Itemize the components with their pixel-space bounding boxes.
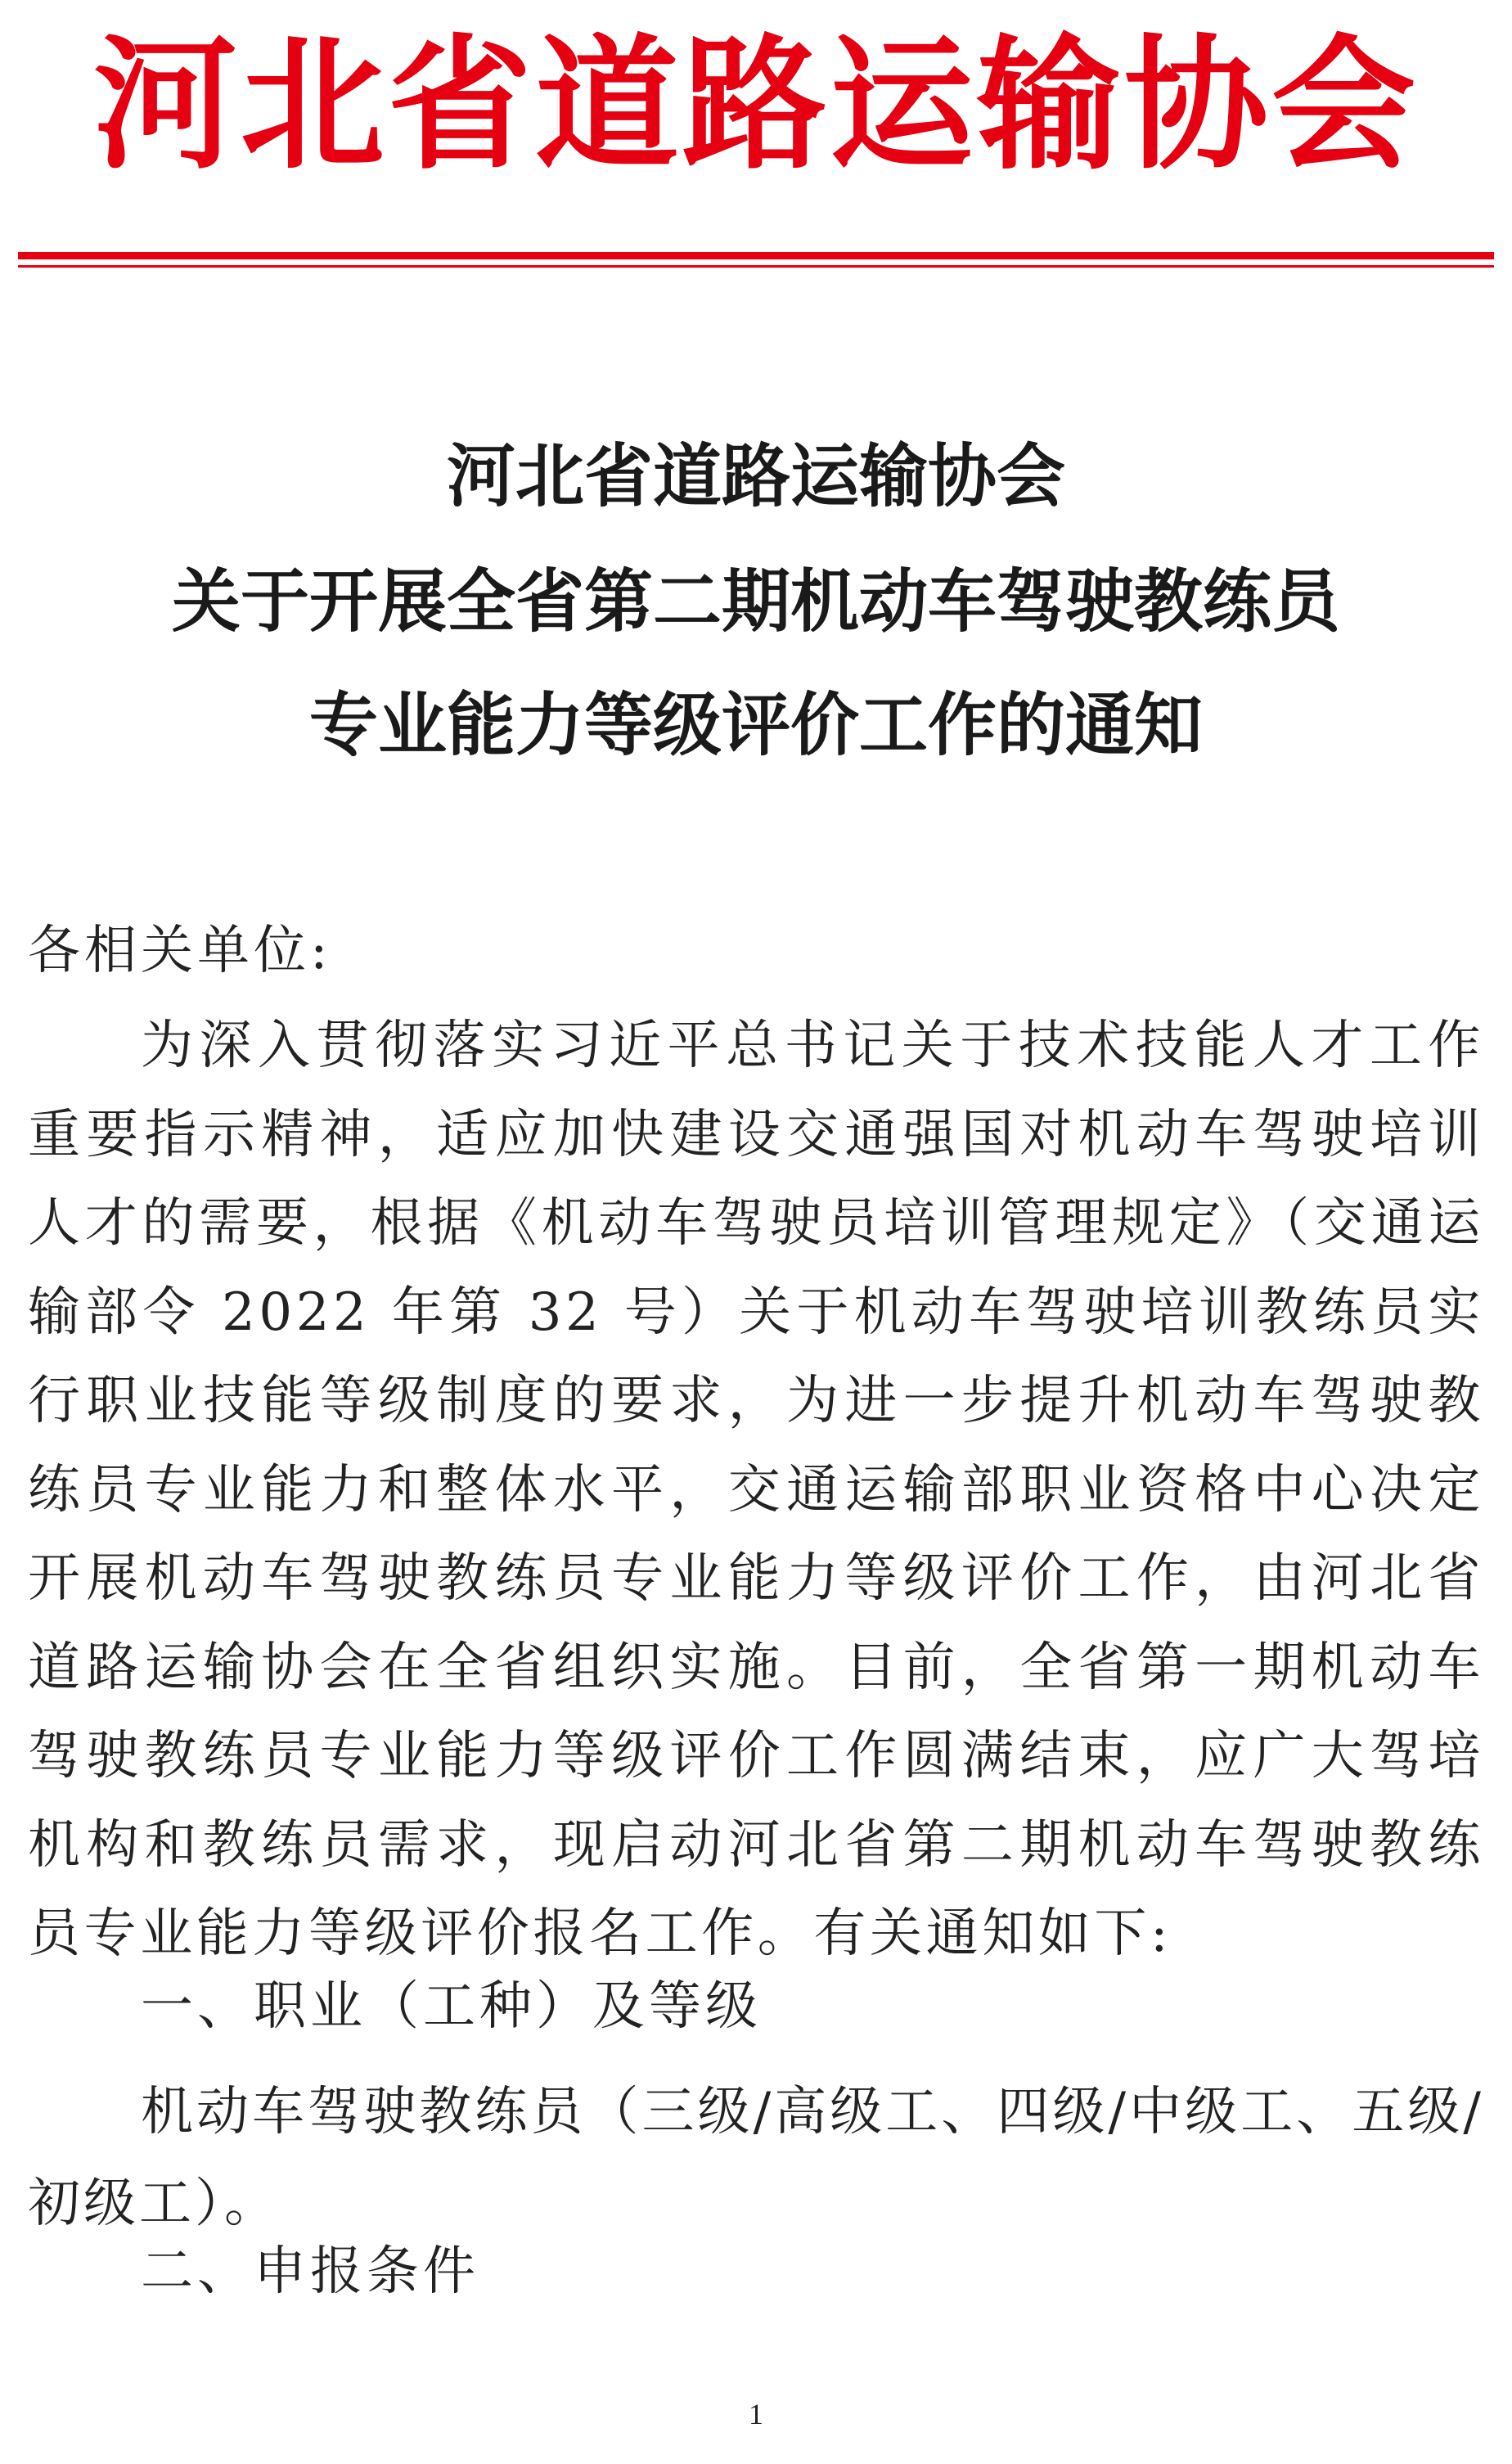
body-paragraph-levels: 机动车驾驶教练员（三级/高级工、四级/中级工、五级/初级工）。: [28, 2082, 1484, 2234]
document-title-line-2: 关于开展全省第二期机动车驾驶教练员: [171, 561, 1340, 642]
masthead-title: 河北省道路运输协会: [92, 20, 1419, 189]
document-title-line-1: 河北省道路运输协会: [446, 436, 1065, 516]
section-heading-application-conditions: 二、申报条件: [141, 2241, 479, 2302]
masthead-red-rule-thin: [18, 265, 1494, 268]
masthead-red-rule-thick: [18, 252, 1494, 259]
body-paragraph-intro: 为深入贯彻落实习近平总书记关于技术技能人才工作重要指示精神，适应加快建设交通强国对机动车驾驶培训人才的需要，根据《机动车驾驶员培训管理规定》（交通运输部令 2022 年第 32 号）关于机动车驾驶培训教练员实行职业技能等级制度的要求，为进一步提升机动车驾驶教练员专业能力和整体水平，交通运输部职业资格中心决定开展机动车驾驶教练员专业能力等级评价工作，由河北省道路运输协会在全省组织实施。目前，全省第一期机动车驾驶教练员专业能力等级评价工作圆满结束，应广大驾培机构和教练员需求，现启动河北省第二期机动车驾驶教练员专业能力等级评价报名工作。有关通知如下:: [28, 1016, 1484, 1964]
section-heading-occupation-level: 一、职业（工种）及等级: [141, 1976, 762, 2037]
document-title-line-3: 专业能力等级评价工作的通知: [308, 685, 1203, 765]
page-number: 1: [749, 2398, 763, 2430]
salutation: 各相关单位:: [28, 921, 332, 981]
